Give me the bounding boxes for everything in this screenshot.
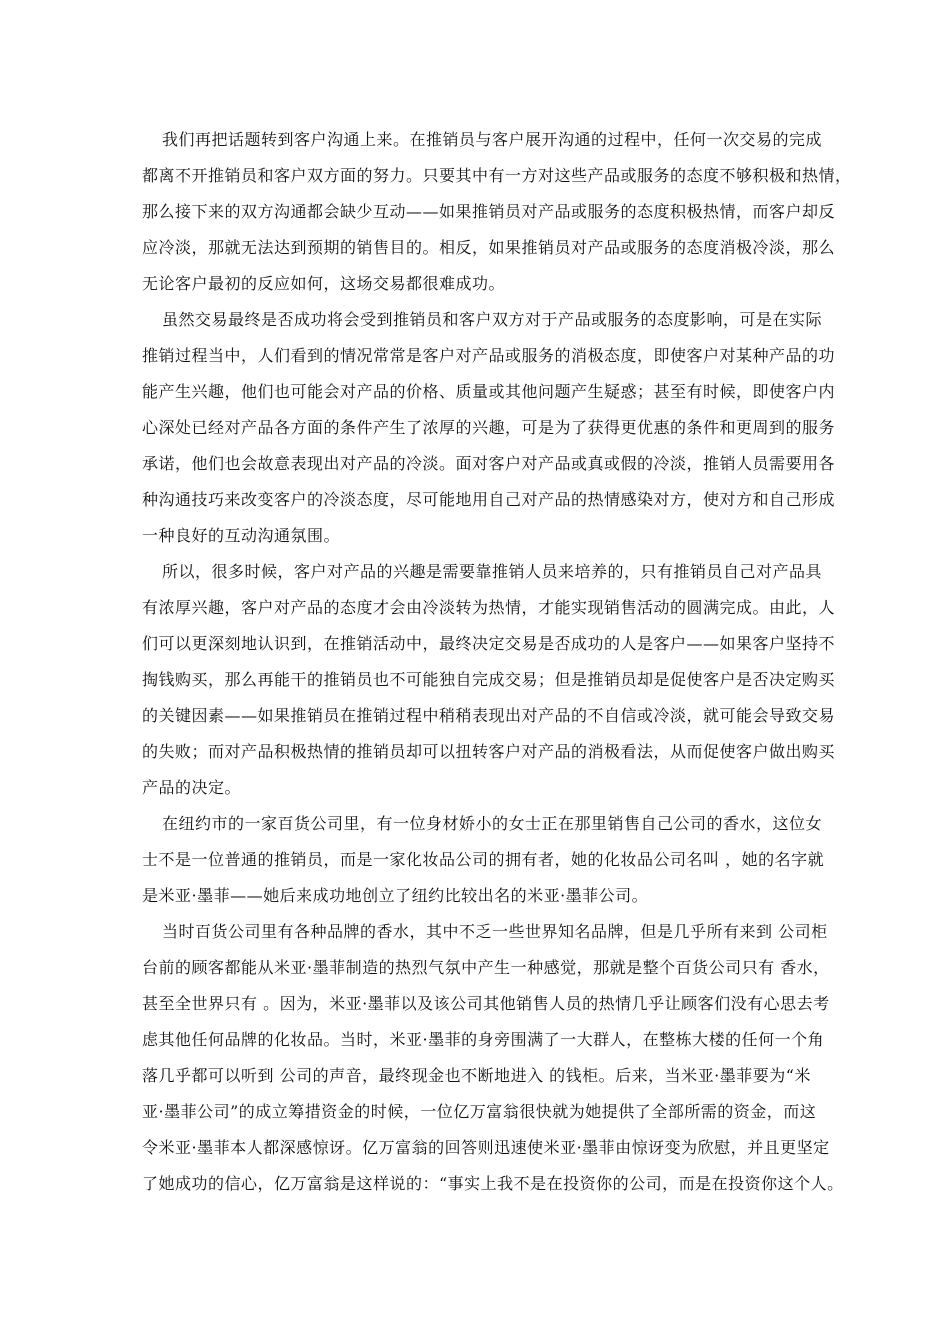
paragraph-5-line-5: 落几乎都可以听到 公司的声音，最终现金也不断地进入 的钱柜。后来，当米亚·墨菲要为“米 [142, 1066, 811, 1085]
paragraph-1-line-3: 那么接下来的双方沟通都会缺少互动——如果推销员对产品或服务的态度积极热情，而客户却反 [142, 202, 836, 221]
paragraph-3-line-7: 产品的决定。 [142, 778, 242, 797]
paragraph-3-line-2: 有浓厚兴趣，客户对产品的态度才会由冷淡转为热情，才能实现销售活动的圆满完成。由此，人 [142, 598, 836, 617]
paragraph-5-line-4: 虑其他任何品牌的化妆品。当时，米亚·墨菲的身旁围满了一大群人，在整栋大楼的任何一个角 [142, 1030, 825, 1049]
paragraph-4-line-2: 士不是一位普通的推销员，而是一家化妆品公司的拥有者，她的化妆品公司名叫 ，她的名字就 [142, 850, 825, 869]
paragraph-3-line-4: 掏钱购买，那么再能干的推销员也不可能独自完成交易；但是推销员却是促使客户是否决定购买 [142, 670, 836, 689]
paragraph-2-line-7: 一种良好的互动沟通氛围。 [142, 526, 341, 545]
paragraph-4-line-1: 在纽约市的一家百货公司里，有一位身材娇小的女士正在那里销售自己公司的香水，这位女 [162, 814, 823, 833]
paragraph-2-line-1: 虽然交易最终是否成功将会受到推销员和客户双方对于产品或服务的态度影响，可是在实际 [162, 310, 823, 329]
paragraph-2-line-3: 能产生兴趣，他们也可能会对产品的价格、质量或其他问题产生疑惑；甚至有时候，即使客户内 [142, 382, 836, 401]
paragraph-1-line-1: 我们再把话题转到客户沟通上来。在推销员与客户展开沟通的过程中，任何一次交易的完成 [162, 130, 823, 149]
paragraph-4-line-3: 是米亚·墨菲——她后来成功地创立了纽约比较出名的米亚·墨菲公司。 [142, 886, 649, 905]
paragraph-2-line-2: 推销过程当中，人们看到的情况常常是客户对产品或服务的消极态度，即使客户对某种产品的功 [142, 346, 836, 365]
paragraph-3-line-3: 们可以更深刻地认识到，在推销活动中，最终决定交易是否成功的人是客户——如果客户坚持不 [142, 634, 836, 653]
paragraph-1-line-4: 应冷淡，那就无法达到预期的销售目的。相反，如果推销员对产品或服务的态度消极冷淡，那么 [142, 238, 836, 257]
paragraph-1-line-5: 无论客户最初的反应如何，这场交易都很难成功。 [142, 274, 506, 293]
paragraph-5-line-6: 亚·墨菲公司”的成立筹措资金的时候，一位亿万富翁很快就为她提供了全部所需的资金，而这 [142, 1102, 817, 1121]
paragraph-1-line-2: 都离不开推销员和客户双方面的努力。只要其中有一方对这些产品或服务的态度不够积极和热情， [142, 166, 852, 185]
paragraph-2-line-5: 承诺，他们也会故意表现出对产品的冷淡。面对客户对产品或真或假的冷淡，推销人员需要用各 [142, 454, 836, 473]
paragraph-5-line-3: 甚至全世界只有 。因为，米亚·墨菲以及该公司其他销售人员的热情几乎让顾客们没有心思去考 [142, 994, 830, 1013]
paragraph-3-line-1: 所以，很多时候，客户对产品的兴趣是需要靠推销人员来培养的，只有推销员自己对产品具 [162, 562, 823, 581]
paragraph-5-line-2: 台前的顾客都能从米亚·墨菲制造的热烈气氛中产生一种感觉，那就是整个百货公司只有 香水， [142, 958, 830, 977]
paragraph-5-line-7: 令米亚·墨菲本人都深感惊讶。亿万富翁的回答则迅速使米亚·墨菲由惊讶变为欣慰，并且更坚定 [142, 1138, 830, 1157]
paragraph-2-line-6: 种沟通技巧来改变客户的冷淡态度，尽可能地用自己对产品的热情感染对方，使对方和自己形成 [142, 490, 836, 509]
paragraph-3-line-6: 的失败；而对产品积极热情的推销员却可以扭转客户对产品的消极看法，从而促使客户做出购买 [142, 742, 836, 761]
paragraph-2-line-4: 心深处已经对产品各方面的条件产生了浓厚的兴趣，可是为了获得更优惠的条件和更周到的服务 [142, 418, 836, 437]
paragraph-5-line-8: 了她成功的信心，亿万富翁是这样说的：“事实上我不是在投资你的公司，而是在投资你这个人。 [142, 1174, 844, 1193]
paragraph-3-line-5: 的关键因素——如果推销员在推销过程中稍稍表现出对产品的不自信或冷淡，就可能会导致交易 [142, 706, 836, 725]
paragraph-5-line-1: 当时百货公司里有各种品牌的香水，其中不乏一些世界知名品牌，但是几乎所有来到 公司柜 [162, 922, 828, 941]
